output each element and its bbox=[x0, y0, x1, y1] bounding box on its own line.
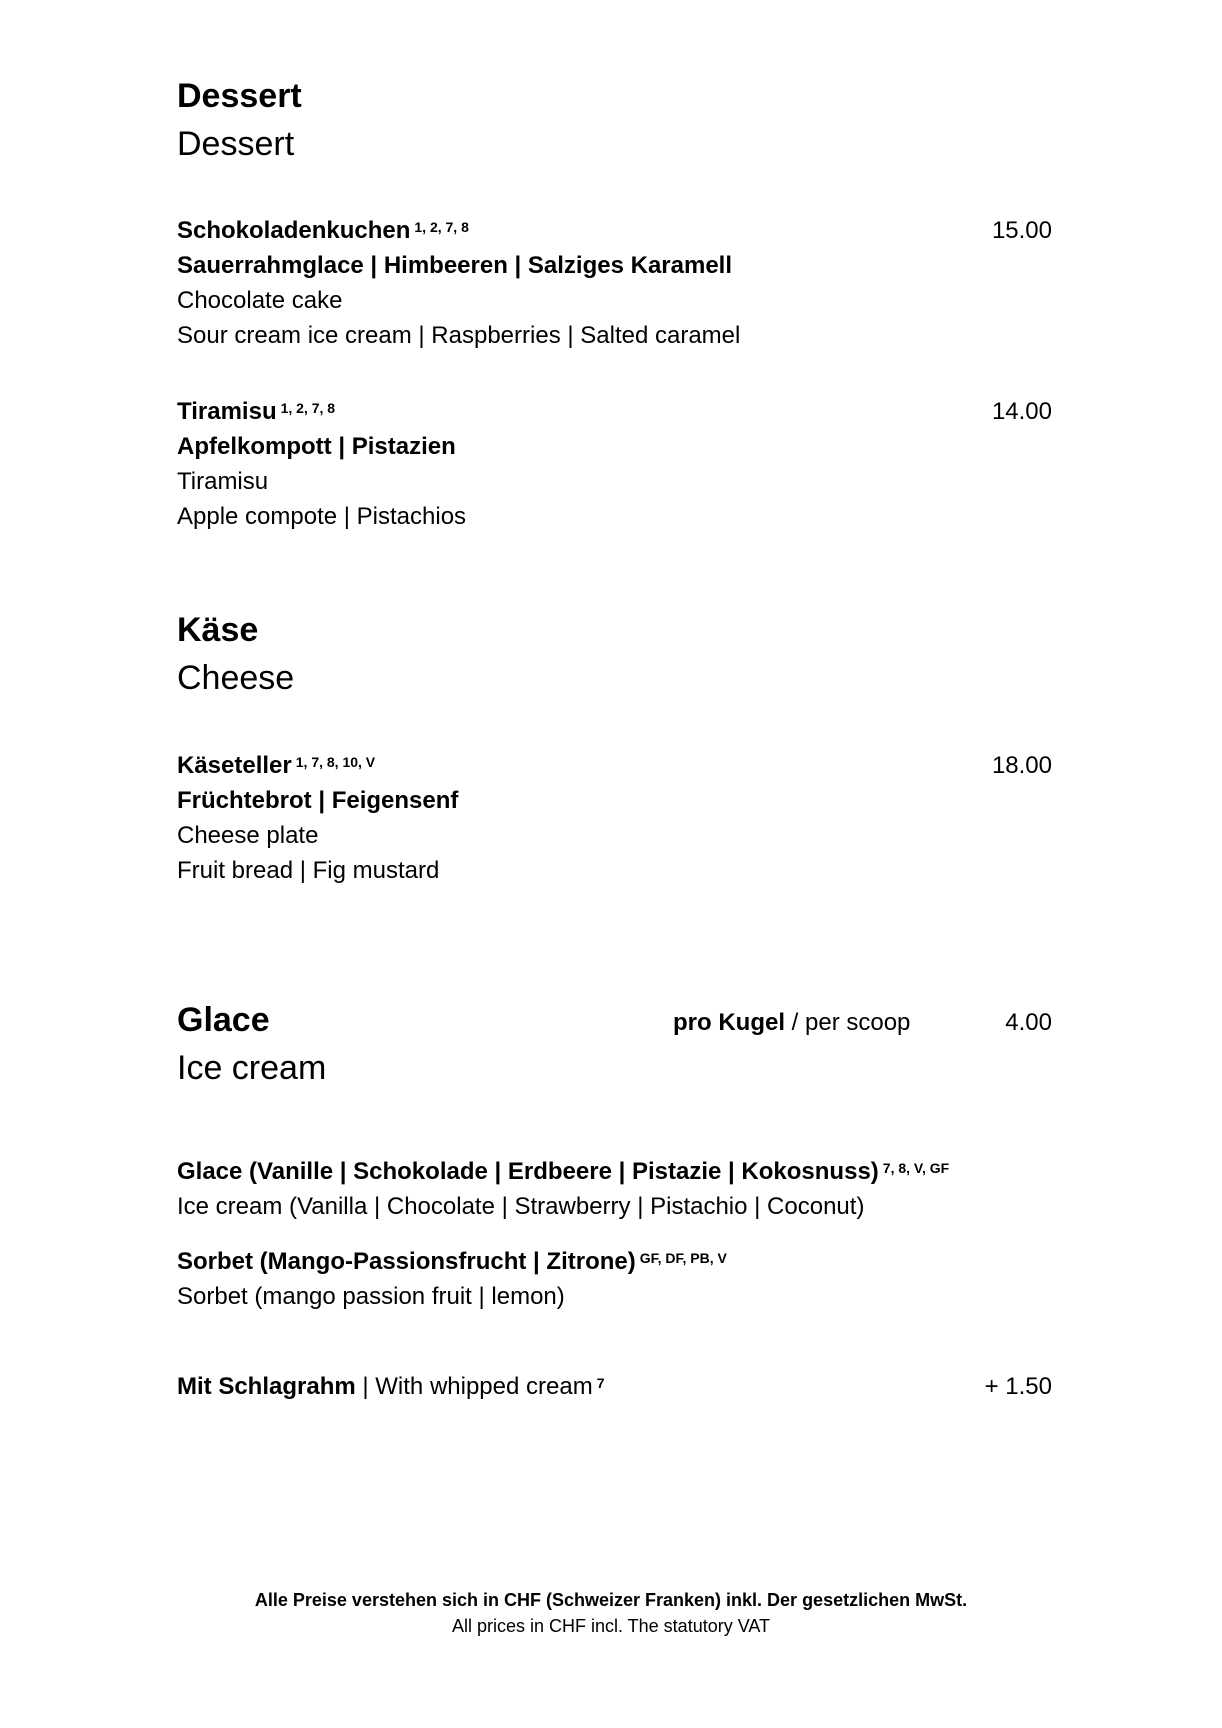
allergen-codes: 1, 2, 7, 8 bbox=[280, 400, 336, 416]
allergen-codes: 1, 7, 8, 10, V bbox=[295, 754, 376, 770]
section-title-dessert-en: Dessert bbox=[177, 125, 295, 163]
menu-item-price: 14.00 bbox=[991, 398, 1052, 425]
menu-item-sub-de: Apfelkompott | Pistazien bbox=[177, 433, 456, 460]
scoop-price: 4.00 bbox=[1005, 1009, 1052, 1036]
footer-note-de: Alle Preise verstehen sich in CHF (Schweizer Franken) inkl. Der gesetzlichen MwSt. bbox=[254, 1590, 968, 1610]
menu-item-name-de: Schokoladenkuchen $^{1, 2, 7, 8}$ bbox=[177, 217, 469, 244]
scoop-unit-label: pro Kugel / per scoop bbox=[673, 1009, 911, 1036]
icecream-flavors-en: Ice cream (Vanilla | Chocolate | Strawberry | Pistachio | Coconut) bbox=[177, 1193, 865, 1220]
footer-note-en: All prices in CHF incl. The statutory VAT bbox=[451, 1616, 771, 1636]
menu-item-price: 18.00 bbox=[991, 752, 1052, 779]
menu-item-name-en: Chocolate cake bbox=[177, 287, 343, 314]
sorbet-flavors-en: Sorbet (mango passion fruit | lemon) bbox=[177, 1283, 565, 1310]
menu-item-sub-en: Sour cream ice cream | Raspberries | Salted caramel bbox=[177, 322, 741, 349]
section-title-cheese-en: Cheese bbox=[177, 659, 295, 697]
section-title-icecream-de: Glace bbox=[177, 1001, 270, 1039]
whipped-cream-extra: Mit Schlagrahm | With whipped cream $^7$ bbox=[177, 1373, 605, 1400]
allergen-codes: 7 bbox=[596, 1375, 605, 1391]
menu-item-sub-en: Fruit bread | Fig mustard bbox=[177, 857, 440, 884]
allergen-codes: GF, DF, PB, V bbox=[639, 1250, 727, 1266]
whipped-cream-price: + 1.50 bbox=[984, 1373, 1052, 1400]
section-title-icecream-en: Ice cream bbox=[177, 1049, 327, 1087]
menu-item-sub-de: Früchtebrot | Feigensenf bbox=[177, 787, 459, 814]
menu-item-price: 15.00 bbox=[991, 217, 1052, 244]
allergen-codes: 7, 8, V, GF bbox=[882, 1160, 950, 1176]
menu-item-sub-en: Apple compote | Pistachios bbox=[177, 503, 467, 530]
menu-item-sub-de: Sauerrahmglace | Himbeeren | Salziges Karamell bbox=[177, 252, 733, 279]
menu-item-name-en: Cheese plate bbox=[177, 822, 319, 849]
sorbet-flavors-de: Sorbet (Mango-Passionsfrucht | Zitrone) $^{GF, DF, PB, V}$ bbox=[177, 1248, 727, 1275]
section-title-cheese-de: Käse bbox=[177, 611, 259, 649]
menu-item-name-de: Käseteller $^{1, 7, 8, 10, V}$ bbox=[177, 752, 376, 779]
section-title-dessert-de: Dessert bbox=[177, 77, 302, 115]
menu-item-name-en: Tiramisu bbox=[177, 468, 269, 495]
allergen-codes: 1, 2, 7, 8 bbox=[414, 219, 469, 235]
menu-item-name-de: Tiramisu $^{1, 2, 7, 8}$ bbox=[177, 398, 336, 425]
icecream-flavors-de: Glace (Vanille | Schokolade | Erdbeere | Pistazie | Kokosnuss) $^{7, 8, V, GF}$ bbox=[177, 1158, 950, 1185]
